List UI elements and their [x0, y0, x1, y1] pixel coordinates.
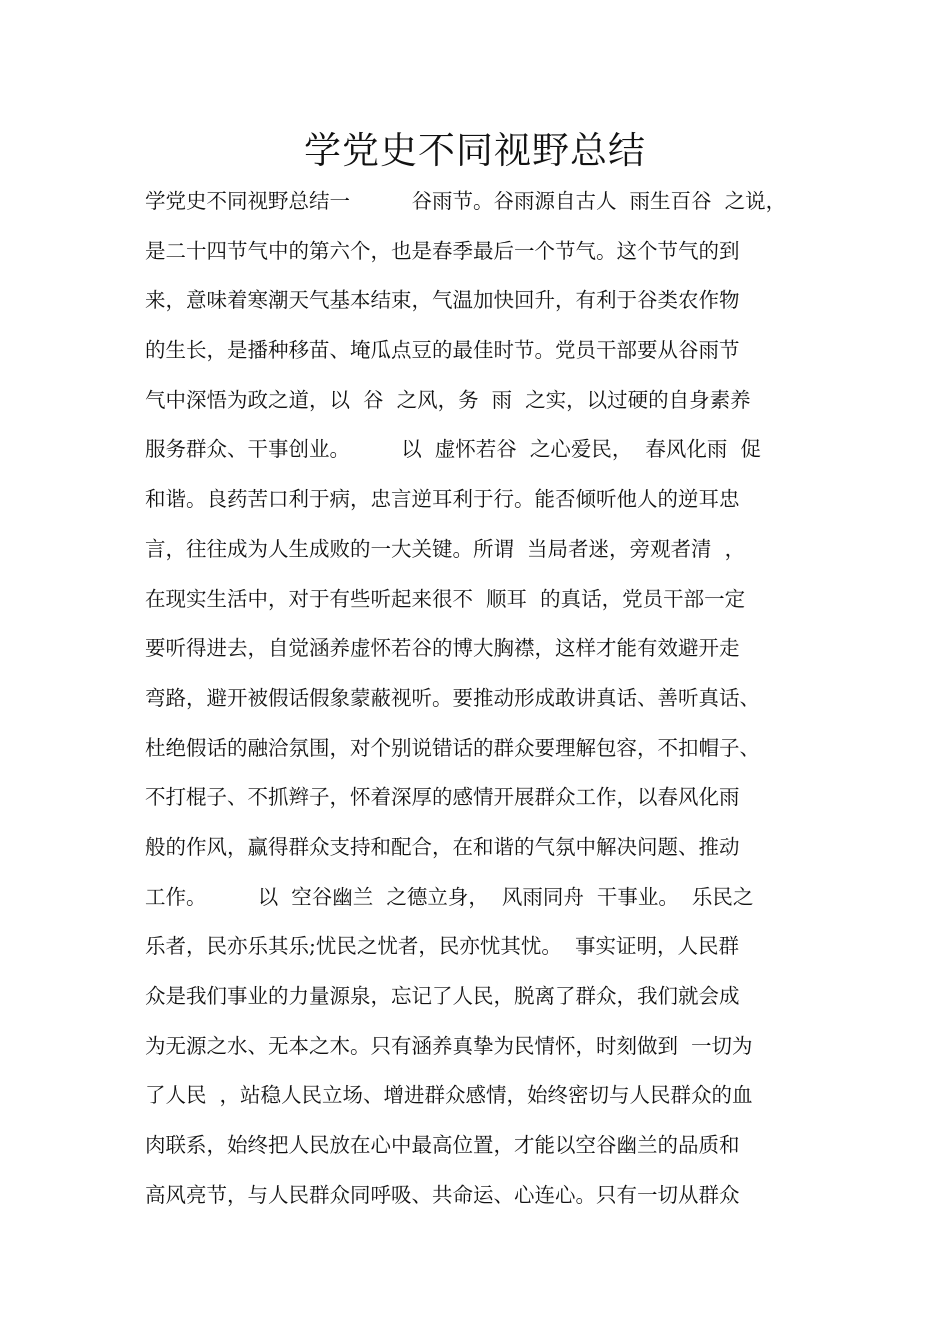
text-line: 乐者，民亦乐其乐;忧民之忧者，民亦忧其忧。 事实证明，人民群 [145, 934, 739, 959]
text-line: 了人民 ，站稳人民立场、增进群众感情，始终密切与人民群众的血 [145, 1083, 753, 1108]
text-line: 和谐。良药苦口利于病，忠言逆耳利于行。能否倾听他人的逆耳忠 [145, 487, 740, 512]
text-line: 弯路，避开被假话假象蒙蔽视听。要推动形成敢讲真话、善听真话、 [145, 685, 760, 710]
text-line: 学党史不同视野总结一 谷雨节。谷雨源自古人 雨生百谷 之说， [145, 189, 787, 213]
text-line: 来，意味着寒潮天气基本结束，气温加快回升，有利于谷类农作物 [145, 288, 740, 313]
text-line: 是二十四节气中的第六个，也是春季最后一个节气。这个节气的到 [145, 238, 740, 263]
text-line: 服务群众、干事创业。 以 虚怀若谷 之心爱民， 春风化雨 促 [145, 437, 761, 462]
text-line: 众是我们事业的力量源泉，忘记了人民，脱离了群众，我们就会成 [145, 984, 740, 1008]
text-line: 在现实生活中，对于有些听起来很不 顺耳 的真话，党员干部一定 [145, 586, 746, 611]
text-line: 工作。 以 空谷幽兰 之德立身， 风雨同舟 干事业。 乐民之 [145, 884, 754, 909]
text-line: 杜绝假话的融洽氛围，对个别说错话的群众要理解包容，不扣帽子、 [145, 735, 760, 760]
body-text [145, 177, 835, 1220]
text-line: 为无源之水、无本之木。只有涵养真挚为民情怀，时刻做到 一切为 [145, 1033, 753, 1058]
text-line: 言，往往成为人生成败的一大关键。所谓 当局者迷，旁观者清 ， [145, 536, 746, 561]
page-title: 学党史不同视野总结 [304, 129, 646, 172]
text-line: 气中深悟为政之道，以 谷 之风，务 雨 之实，以过硬的自身素养 [145, 387, 751, 412]
text-line: 的生长，是播种移苗、埯瓜点豆的最佳时节。党员干部要从谷雨节 [145, 338, 740, 363]
text-line: 不打棍子、不抓辫子，怀着深厚的感情开展群众工作，以春风化雨 [145, 785, 740, 810]
text-line: 高风亮节，与人民群众同呼吸、共命运、心连心。只有一切从群众 [145, 1182, 740, 1207]
text-line: 般的作风，赢得群众支持和配合，在和谐的气氛中解决问题、推动 [145, 834, 740, 859]
text-line: 肉联系，始终把人民放在心中最高位置，才能以空谷幽兰的品质和 [145, 1133, 740, 1158]
text-line: 要听得进去，自觉涵养虚怀若谷的博大胸襟，这样才能有效避开走 [145, 636, 740, 661]
